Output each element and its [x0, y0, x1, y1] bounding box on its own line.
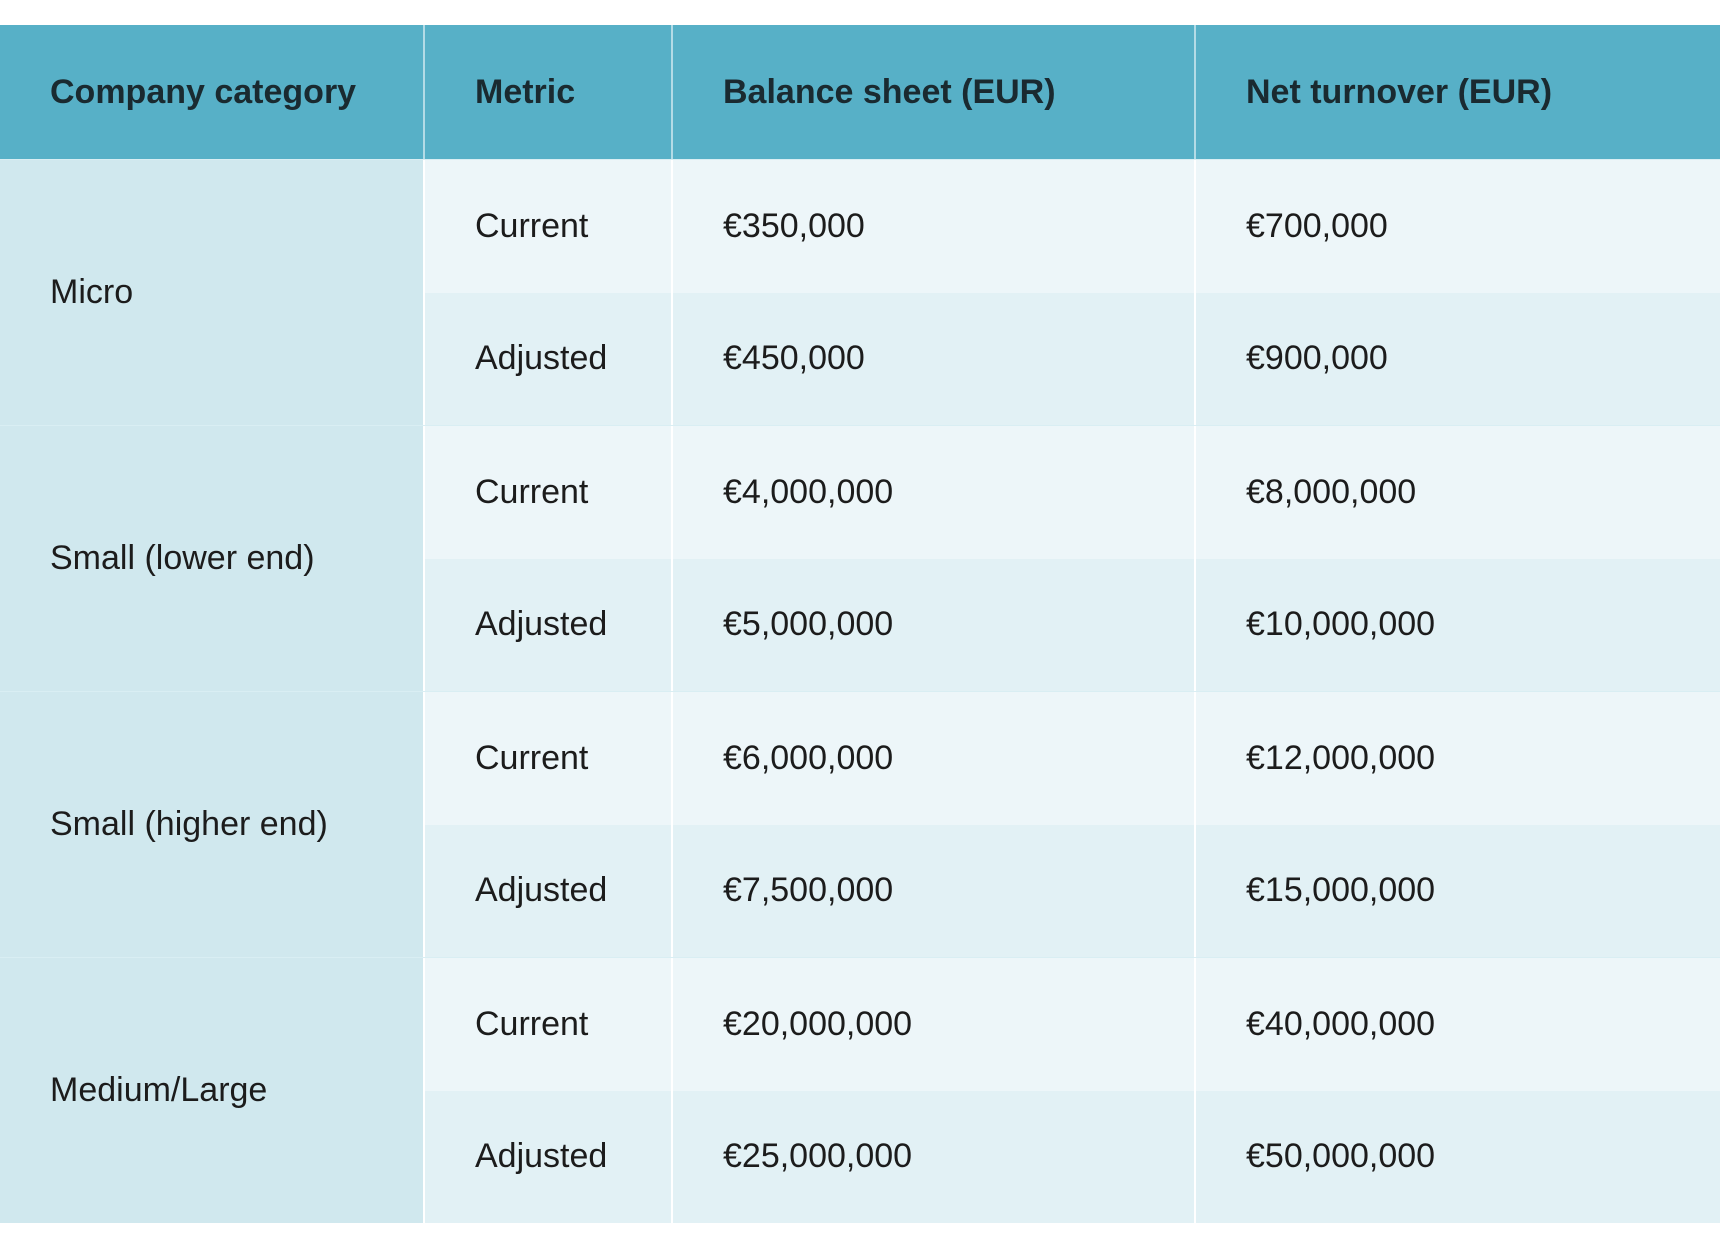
balance-sheet-cell: €450,000 [673, 293, 1196, 426]
net-turnover-cell: €40,000,000 [1246, 1004, 1436, 1043]
metric-cell: Adjusted [425, 559, 673, 692]
metric-cell: Current [425, 958, 673, 1091]
net-turnover-cell: €10,000,000 [1246, 605, 1436, 644]
metric-cell: Adjusted [425, 1091, 673, 1224]
metric-cell: Current [425, 160, 673, 293]
metric-cell: Adjusted [425, 825, 673, 958]
balance-sheet-cell: €20,000,000 [673, 958, 1196, 1091]
net-turnover-cell: €50,000,000 [1246, 1137, 1436, 1176]
header-metric: Metric [425, 25, 673, 159]
balance-sheet-cell: €5,000,000 [673, 559, 1196, 692]
balance-sheet-cell: €7,500,000 [673, 825, 1196, 958]
table-row [425, 559, 1720, 692]
table-row [425, 160, 1720, 293]
net-turnover-cell: €12,000,000 [1246, 738, 1436, 777]
table-row [425, 825, 1720, 958]
category-subrows [425, 958, 1720, 1223]
thresholds-table [0, 25, 1720, 1223]
category-cell: Micro [0, 160, 425, 425]
net-turnover-cell: €8,000,000 [1246, 472, 1417, 511]
category-cell: Medium/Large [0, 958, 425, 1223]
net-turnover-cell: €700,000 [1246, 206, 1388, 245]
metric-cell: Current [425, 426, 673, 559]
metric-cell: Adjusted [425, 293, 673, 426]
header-net-turnover: Net turnover (EUR) [1246, 72, 1553, 111]
table-row [425, 293, 1720, 426]
balance-sheet-cell: €6,000,000 [673, 692, 1196, 825]
category-group-micro [0, 159, 1720, 425]
category-cell: Small (lower end) [0, 426, 425, 691]
category-group-medium-large [0, 957, 1720, 1223]
table-header-row [0, 25, 1720, 159]
table-row [425, 1091, 1720, 1224]
category-group-small-lower [0, 425, 1720, 691]
table-row [425, 426, 1720, 559]
header-balance-sheet: Balance sheet (EUR) [673, 25, 1196, 159]
net-turnover-cell: €900,000 [1246, 339, 1388, 378]
balance-sheet-cell: €4,000,000 [673, 426, 1196, 559]
balance-sheet-cell: €350,000 [673, 160, 1196, 293]
category-group-small-higher [0, 691, 1720, 957]
category-cell: Small (higher end) [0, 692, 425, 957]
category-subrows [425, 160, 1720, 425]
table-row [425, 692, 1720, 825]
net-turnover-cell: €15,000,000 [1246, 871, 1436, 910]
metric-cell: Current [425, 692, 673, 825]
category-subrows [425, 426, 1720, 691]
balance-sheet-cell: €25,000,000 [673, 1091, 1196, 1224]
header-company-category: Company category [0, 25, 425, 159]
table-row [425, 958, 1720, 1091]
category-subrows [425, 692, 1720, 957]
